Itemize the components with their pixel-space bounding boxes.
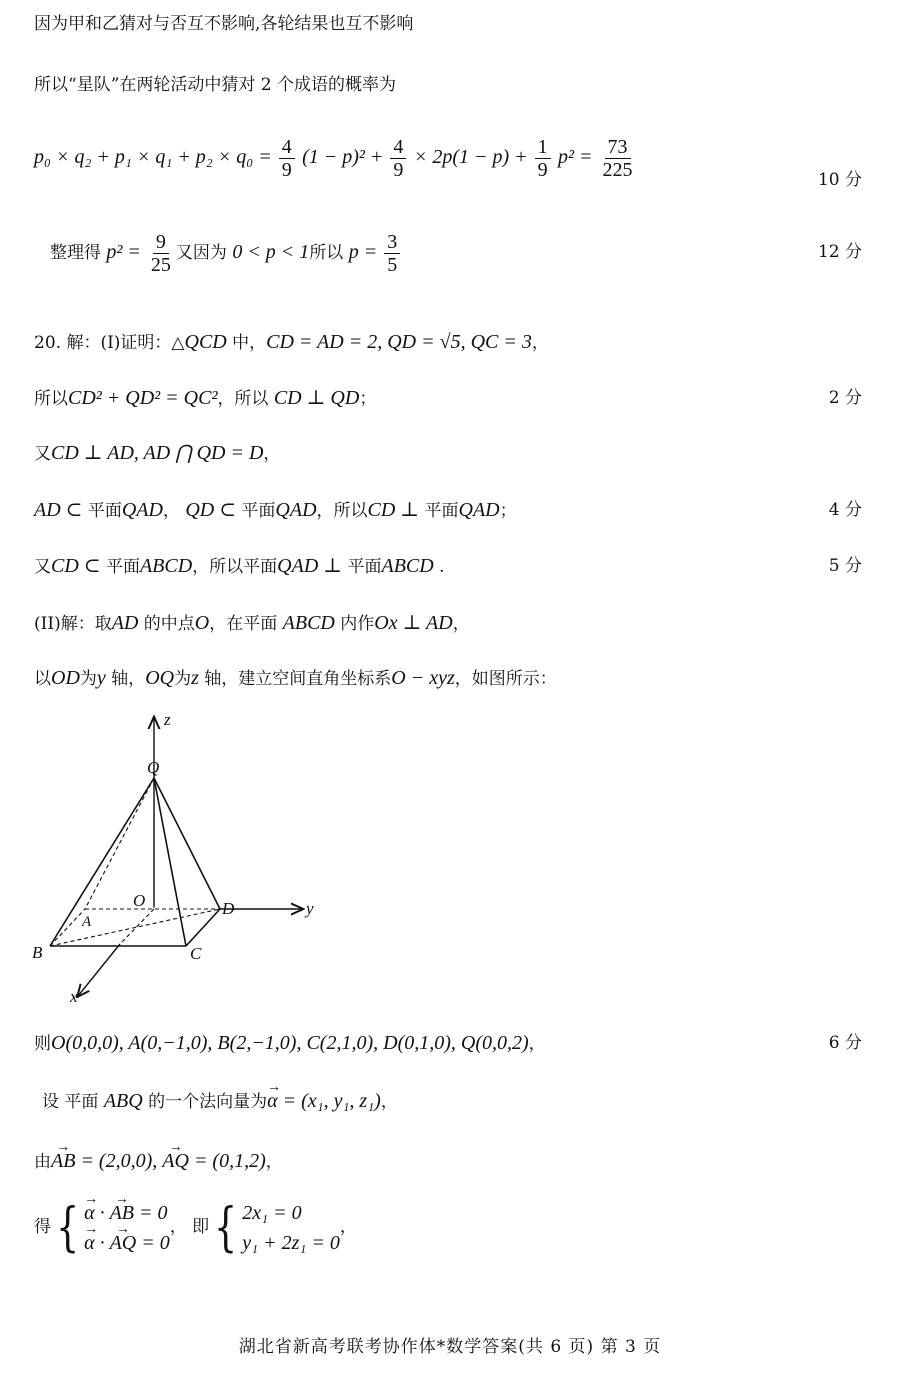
system-1 [84,1198,170,1258]
probability-formula [34,135,638,181]
formula-part: p = [348,241,383,263]
formula-part: · [94,1231,110,1254]
normal-vector-line [42,1090,398,1113]
line-text: 所以 [34,389,68,409]
line-text: ， [263,444,281,464]
formula-part: = (2,0,0), [75,1150,163,1172]
line-text: 平面 [419,501,459,521]
simplify-line [50,230,402,276]
vector-AB: → AB [51,1150,75,1172]
system-row: 2x₁ = 0 [242,1201,302,1224]
line-text: 的一个法向量为 [142,1092,268,1112]
vector-alpha: → α [84,1198,95,1228]
text-line [34,74,396,96]
line-text: ，如图所示： [454,669,557,689]
visible-edges [50,778,220,946]
numerator: 1 [535,136,551,159]
fraction [535,136,551,181]
formula-part: p² = [106,241,146,263]
text-line [34,331,549,354]
line-text: ， 即 [169,1217,210,1237]
formula-part: OQ [145,667,175,689]
vector-AB: → AB [110,1198,134,1228]
line-text: ； [359,389,377,409]
line-text: 因为甲和乙猜对与否互不影响,各轮结果也互不影响 [34,14,414,34]
page-footer: 湖北省新高考联考协作体*数学答案(共 6 页) 第 3 页 [238,1337,662,1357]
formula-part: O(0,0,0), A(0,−1,0), B(2,−1,0), C(2,1,0), D(0,1,0), Q(0,0,2) [51,1032,529,1054]
fraction [148,231,174,276]
formula-part: CD = AD = 2, QD = √5, QC = 3 [266,331,532,353]
line-text: ， [380,1092,398,1112]
fraction [390,136,406,181]
formula-part: O [194,612,210,634]
line-text: ， [531,333,549,353]
formula-part: QAD [275,499,317,521]
label-D: D [222,899,235,918]
line-text: 设 平面 [42,1092,104,1112]
formula-part: ABCD [139,555,193,577]
label-B: B [32,943,43,962]
text-line [34,442,280,465]
formula-part: CD² + QD² = QC² [68,387,218,409]
line-text: 又 [34,557,51,577]
line-text: ， [528,1034,546,1054]
formula-part: 0 < p < 1 [232,241,310,263]
line-text: ，所以 [316,501,368,521]
formula-part: y [96,667,106,689]
formula-part: QAD [458,499,500,521]
numerator: 3 [384,231,400,254]
formula-part: p₀ × q₂ + p₁ × q₁ + p₂ × q₀ = [34,146,277,168]
line-text: 得 [34,1217,51,1237]
line-text: ， [162,501,180,521]
line-text: . [433,557,445,577]
line-text: 为 [79,669,97,689]
text-line [34,13,413,35]
vector-AQ: → AQ [110,1228,137,1258]
formula-part: CD ⊥ QD [273,387,360,409]
formula-part: QAD [121,499,163,521]
formula-part: CD ⊂ [51,555,101,577]
line-text: 内作 [334,614,375,634]
line-text: ，所以 [217,389,274,409]
line-text: 轴， [105,669,146,689]
formula-part: ABQ [103,1090,143,1112]
denominator: 9 [393,159,404,181]
line-text: ， [265,1152,283,1172]
line-text: (II)解：取 [34,614,112,634]
formula-part: AD ⊂ [34,499,83,521]
vector-AQ: → AQ [162,1150,189,1172]
text-line [34,667,557,690]
label-A: A [82,914,92,930]
formula-part: z [191,667,199,689]
formula-part: p² = [558,146,598,168]
label-y: y [306,899,314,918]
coordinates-line [34,1032,546,1055]
system-row [84,1228,170,1258]
vector-alpha: → α [84,1228,95,1258]
line-text: 平面 [236,501,276,521]
formula-part: ABCD [282,612,335,634]
line-text: ， [339,1217,357,1237]
formula-part: AD [111,612,139,634]
numerator: 9 [153,231,169,254]
line-text: ，在平面 [209,614,283,634]
denominator: 9 [281,159,292,181]
text-line [34,499,517,522]
denominator: 5 [387,254,398,276]
line-text: 平面 [82,501,122,521]
line-text: 所以 [309,243,349,263]
label-z: z [164,710,171,729]
denominator: 225 [602,159,633,181]
line-text: ，所以平面 [192,557,278,577]
formula-part: CD ⊥ [367,499,420,521]
formula-part: QAD ⊥ [277,555,343,577]
numerator: 4 [279,136,295,159]
formula-part: × 2p(1 − p) + [413,146,533,168]
formula-part: = (x₁, y₁, z₁) [277,1090,381,1112]
pyramid-diagram [20,706,340,1006]
equation-system-line [34,1196,357,1258]
score-label: 4 分 [828,500,862,520]
denominator: 9 [537,159,548,181]
x-axis [78,944,120,996]
formula-part: QD ⊂ [185,499,236,521]
hidden-edges [50,778,220,946]
line-text: 又 [34,444,51,464]
formula-part: QCD [184,331,227,353]
formula-part: = 0 [134,1201,168,1224]
label-O: O [133,891,146,910]
score-label: 12 分 [817,242,862,262]
score-label: 5 分 [828,556,862,576]
formula-part: Ox ⊥ AD [374,612,453,634]
formula-part: O − xyz [391,667,455,689]
line-text: 整理得 [50,243,107,263]
score-label: 6 分 [828,1033,862,1053]
line-text: ， [452,614,470,634]
line-text: ； [499,501,517,521]
system-row: y₁ + 2z₁ = 0 [242,1231,340,1254]
score-label: 10 分 [817,170,862,190]
vectors-line [34,1150,283,1173]
vector-alpha: → α [267,1090,278,1112]
numerator: 73 [605,136,631,159]
fraction [279,136,295,181]
fraction [384,231,400,276]
formula-part: = (0,1,2) [188,1150,266,1172]
line-text: 中， [226,333,267,353]
formula-part: = 0 [136,1231,170,1254]
line-text: 所以“星队”在两轮活动中猜对 2 个成语的概率为 [34,75,397,95]
line-text: 20. 解：(I)证明：△ [34,333,185,353]
formula-part: ABCD [381,555,434,577]
formula-part: OD [51,667,80,689]
formula-part: (1 − p)² + [302,146,389,168]
left-brace: { [55,1197,80,1258]
line-text: 又因为 [175,243,233,263]
text-line [34,555,445,578]
label-Q: Q [147,758,160,777]
score-label: 2 分 [828,388,862,408]
numerator: 4 [390,136,406,159]
text-line [34,612,470,635]
line-text: 平面 [342,557,382,577]
line-text: 平面 [100,557,140,577]
formula-part: CD ⊥ AD, AD ⋂ QD = D [51,442,264,464]
line-text: 为 [174,669,192,689]
label-C: C [190,944,202,963]
formula-part: · [94,1201,110,1224]
fraction [600,136,636,181]
line-text: 的中点 [138,614,195,634]
system-2 [242,1198,340,1258]
denominator: 25 [150,254,171,276]
line-text: 由 [34,1152,51,1172]
text-line [34,387,376,410]
line-text: 以 [34,669,51,689]
left-brace: { [214,1197,238,1258]
line-text: 则 [34,1034,51,1054]
label-x: x [70,987,78,1006]
line-text: 轴，建立空间直角坐标系 [198,669,392,689]
